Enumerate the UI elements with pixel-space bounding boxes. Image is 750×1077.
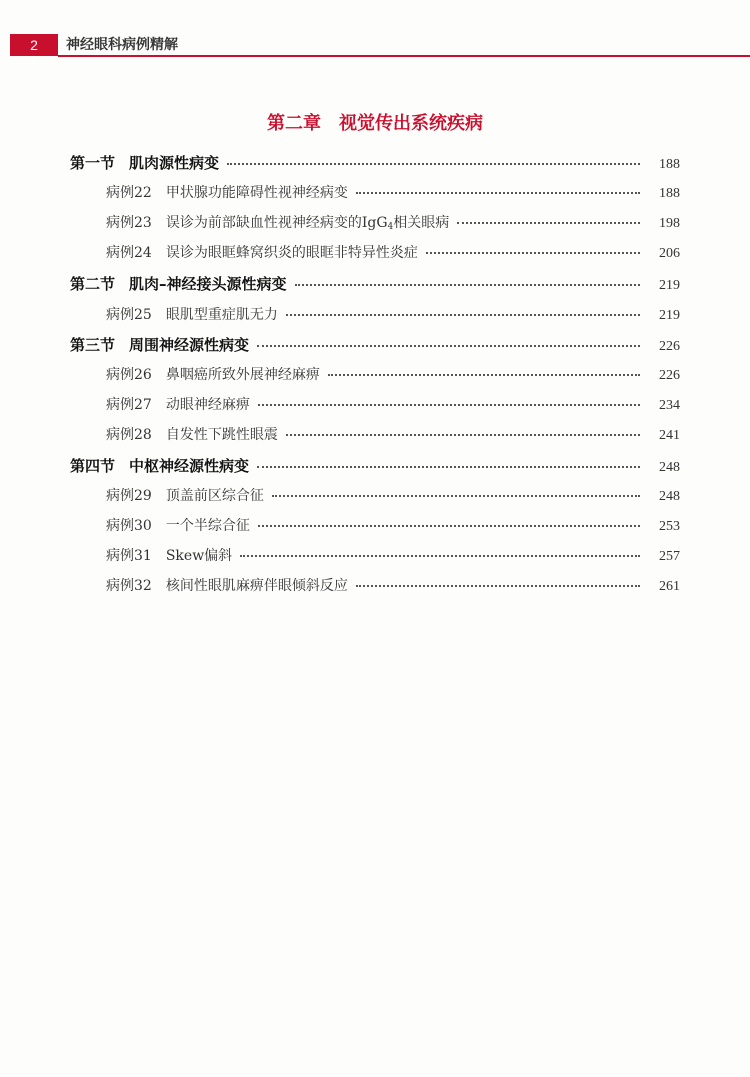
case-title: 核间性眼肌麻痹伴眼倾斜反应 — [165, 578, 348, 594]
dot-leader — [426, 252, 640, 254]
toc-case-22[interactable] — [106, 178, 680, 208]
page-ref: 257 — [659, 549, 680, 564]
toc-section-3[interactable] — [70, 330, 680, 360]
case-title: 动眼神经麻痹 — [165, 397, 250, 413]
toc-case-32[interactable] — [106, 571, 680, 601]
case-title-part: 误诊为前部缺血性视神经病变的IgG — [165, 215, 388, 231]
section-title: 中枢神经源性病变 — [129, 457, 250, 475]
dot-leader — [258, 404, 640, 406]
toc-case-24[interactable] — [106, 238, 680, 268]
toc-case-26[interactable] — [106, 360, 680, 390]
case-number: 病例32 — [106, 578, 152, 594]
case-title: 一个半综合征 — [165, 518, 250, 534]
section-number: 第四节 — [70, 457, 116, 475]
dot-leader — [356, 192, 640, 194]
section-number: 第二节 — [70, 275, 116, 293]
toc-case-31[interactable] — [106, 541, 680, 571]
dot-leader — [257, 466, 640, 468]
case-title: 误诊为眼眶蜂窝织炎的眼眶非特异性炎症 — [165, 245, 418, 261]
page-ref: 241 — [659, 428, 680, 443]
page-ref: 226 — [659, 339, 680, 354]
toc-section-2[interactable] — [70, 269, 680, 299]
case-title — [166, 208, 449, 242]
chapter-title: 第二章 视觉传出系统疾病 — [267, 113, 483, 134]
toc-case-30[interactable] — [106, 511, 680, 541]
book-title: 神经眼科病例精解 — [66, 37, 178, 53]
page-ref: 198 — [659, 216, 680, 231]
section-title: 肌肉–神经接头源性病变 — [129, 275, 287, 293]
toc-case-27[interactable] — [106, 390, 680, 420]
dot-leader — [328, 374, 640, 376]
dot-leader — [286, 434, 640, 436]
page-ref: 261 — [659, 579, 680, 594]
case-title: 自发性下跳性眼震 — [165, 427, 278, 443]
case-number: 病例29 — [106, 488, 152, 504]
page-header — [0, 34, 750, 56]
dot-leader — [457, 222, 640, 224]
case-number: 病例24 — [106, 245, 152, 261]
dot-leader — [227, 163, 640, 165]
dot-leader — [240, 555, 640, 557]
section-title: 周围神经源性病变 — [129, 336, 250, 354]
case-number: 病例22 — [106, 185, 152, 201]
case-title-subscript: 4 — [387, 222, 394, 232]
page-ref: 226 — [659, 368, 680, 383]
case-number: 病例27 — [106, 397, 152, 413]
section-number: 第三节 — [70, 336, 116, 354]
toc-case-25[interactable] — [106, 300, 680, 330]
page-ref: 234 — [659, 398, 680, 413]
page-ref: 219 — [659, 308, 680, 323]
dot-leader — [258, 525, 640, 527]
page-ref: 219 — [659, 278, 680, 293]
toc-case-23[interactable] — [106, 208, 680, 238]
toc-case-28[interactable] — [106, 420, 680, 450]
dot-leader — [295, 284, 640, 286]
page-number: 2 — [10, 34, 58, 56]
case-number: 病例26 — [106, 367, 152, 383]
page-ref: 248 — [659, 460, 680, 475]
page-ref: 188 — [659, 157, 680, 172]
case-number: 病例28 — [106, 427, 152, 443]
page-ref: 253 — [659, 519, 680, 534]
section-title: 肌肉源性病变 — [129, 154, 220, 172]
toc-case-29[interactable] — [106, 481, 680, 511]
case-title: 顶盖前区综合征 — [165, 488, 264, 504]
page-ref: 248 — [659, 489, 680, 504]
case-number: 病例31 — [106, 548, 152, 564]
case-title: 鼻咽癌所致外展神经麻痹 — [165, 367, 320, 383]
case-title-part: 相关眼病 — [393, 215, 450, 231]
dot-leader — [286, 314, 640, 316]
page-ref: 206 — [659, 246, 680, 261]
case-title: 甲状腺功能障碍性视神经病变 — [165, 185, 348, 201]
case-number: 病例23 — [106, 215, 152, 231]
toc-section-1[interactable] — [70, 148, 680, 178]
section-number: 第一节 — [70, 154, 116, 172]
case-title: Skew偏斜 — [165, 548, 233, 564]
case-number: 病例30 — [106, 518, 152, 534]
header-rule — [58, 55, 750, 57]
dot-leader — [272, 495, 640, 497]
toc-section-4[interactable] — [70, 451, 680, 481]
dot-leader — [257, 345, 640, 347]
case-title: 眼肌型重症肌无力 — [165, 307, 278, 323]
page-ref: 188 — [659, 186, 680, 201]
dot-leader — [356, 585, 640, 587]
case-number: 病例25 — [106, 307, 152, 323]
